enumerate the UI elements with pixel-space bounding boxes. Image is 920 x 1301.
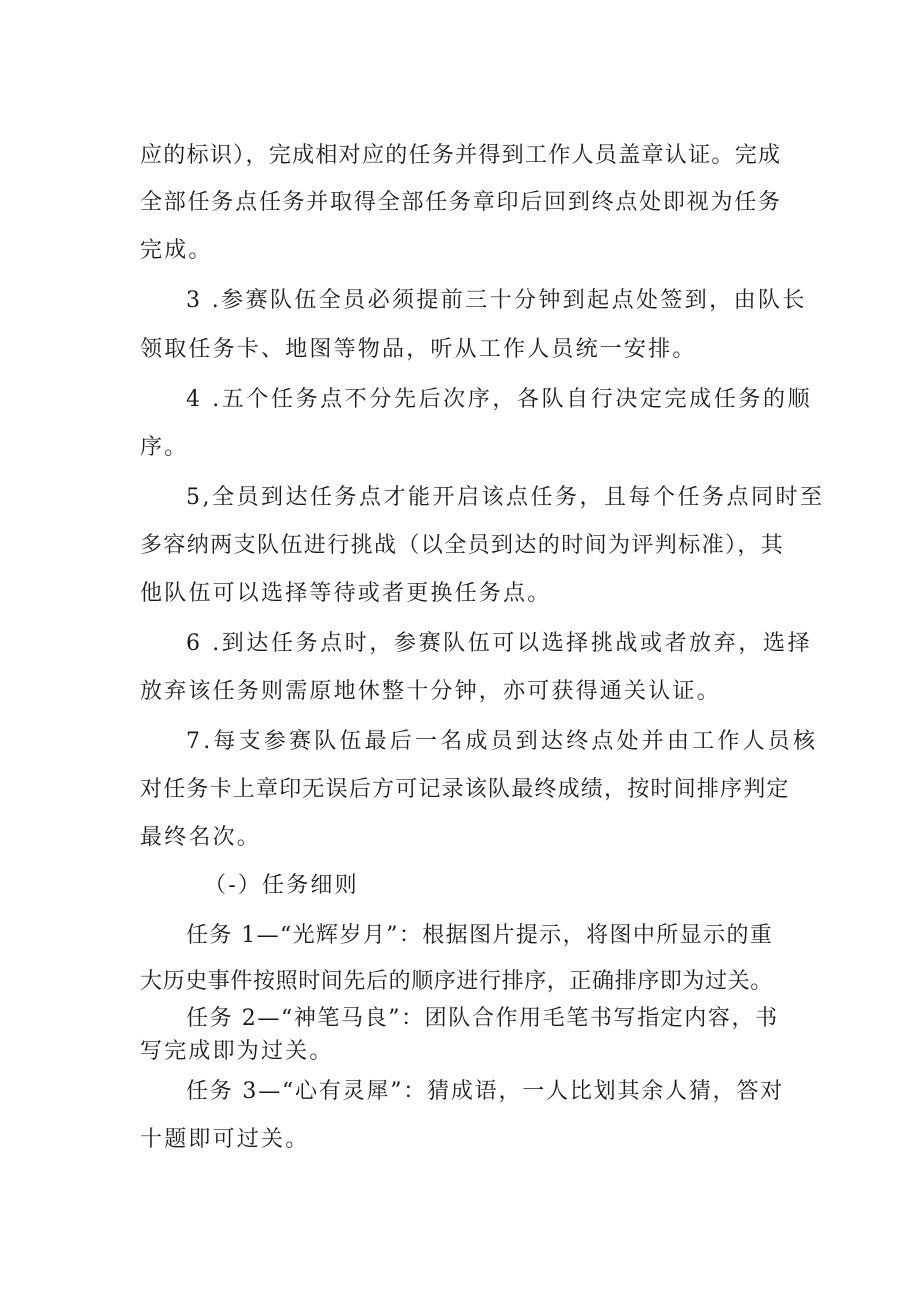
text-line: 全部任务点任务并取得全部任务章印后回到终点处即视为任务	[140, 190, 780, 215]
text-line: 最终名次。	[140, 825, 262, 850]
text-line: 大历史事件按照时间先后的顺序进行排序，正确排序即为过关。	[140, 969, 773, 994]
text-line: 6 .到达任务点时，参赛队伍可以选择挑战或者放弃，选择	[186, 631, 813, 656]
text-line: 他队伍可以选择等待或者更换任务点。	[140, 581, 552, 606]
text-line: 完成。	[140, 238, 213, 263]
text-line: 任务 1—“光辉岁月”：根据图片提示，将图中所显示的重	[186, 923, 774, 948]
section-heading: （-）任务细则	[204, 873, 359, 898]
text-line: 放弃该任务则需原地休整十分钟，亦可获得通关认证。	[140, 679, 721, 704]
text-line: 7.每支参赛队伍最后一名成员到达终点处并由工作人员核	[186, 729, 819, 754]
text-line: 3 .参赛队伍全员必须提前三十分钟到起点处签到，由队长	[186, 288, 807, 313]
text-line: 领取任务卡、地图等物品，听从工作人员统一安排。	[140, 337, 697, 362]
text-line: 4 .五个任务点不分先后次序，各队自行决定完成任务的顺	[186, 387, 813, 412]
text-line: 多容纳两支队伍进行挑战（以全员到达的时间为评判标准），其	[140, 533, 785, 558]
text-line: 十题即可过关。	[140, 1127, 310, 1152]
text-line: 写完成即为过关。	[140, 1039, 334, 1064]
text-line: 序。	[140, 435, 189, 460]
text-line: 任务 2—“神笔马良”：团队合作用毛笔书写指定内容，书	[186, 1006, 779, 1031]
text-line: 应的标识），完成相对应的任务并得到工作人员盖章认证。完成	[140, 143, 780, 168]
text-line: 任务 3—“心有灵犀”：猜成语，一人比划其余人猜，答对	[186, 1079, 785, 1104]
text-line: 对任务卡上章印无误后方可记录该队最终成绩，按时间排序判定	[140, 777, 790, 802]
text-line: 5,全员到达任务点才能开启该点任务，且每个任务点同时至	[186, 485, 825, 510]
